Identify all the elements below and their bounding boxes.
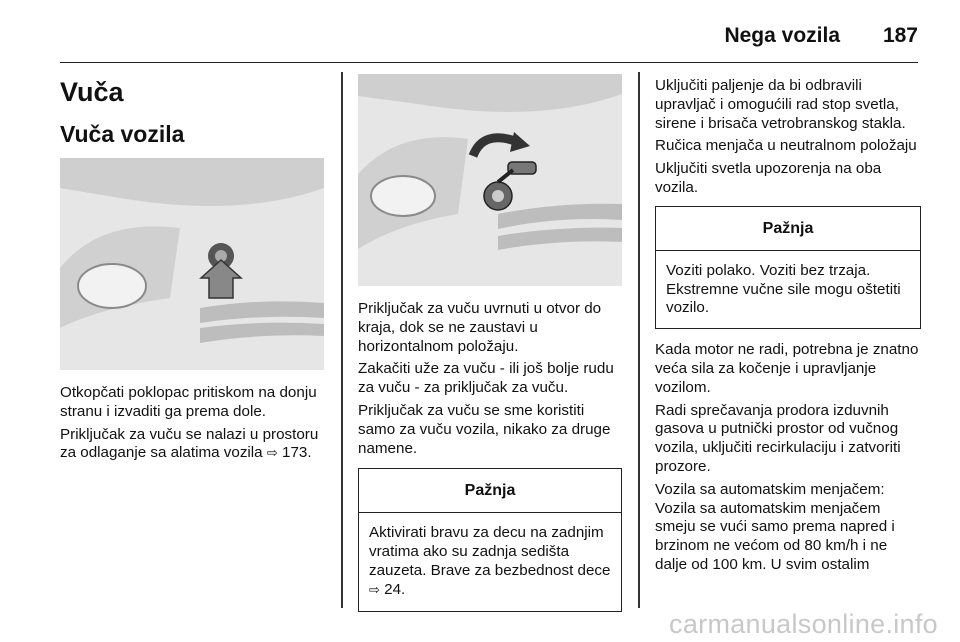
paragraph [60, 426, 324, 465]
paragraph: Otkopčati poklopac pritiskom na donju stranu i izvaditi ga prema dole. [60, 384, 317, 420]
paragraph: Zakačiti uže za vuču - ili još bolje rudu za vuču - za priključak za vuču. [358, 360, 614, 397]
page-reference-arrow-icon: ⇨ [369, 582, 380, 598]
page-reference-arrow-icon: ⇨ [266, 446, 278, 462]
tow-eye-illustration [358, 74, 622, 286]
page-reference: 24. [384, 580, 406, 598]
paragraph: Uključiti paljenje da bi odbravili upravljač i omogućili rad stop svetla, sirene i brisača vetrobranskog stakla. [655, 77, 906, 132]
warning-box [358, 468, 622, 611]
watermark: carmanualsonline.info [669, 609, 938, 639]
paragraph: Priključak za vuču se sme koristiti samo za vuču vozila, nikako za druge namene. [358, 401, 611, 457]
paragraph-text: Priključak za vuču se nalazi u prostoru za odlaganje sa alatima vozila [60, 425, 319, 462]
column-1 [60, 72, 324, 468]
paragraph: Priključak za vuču uvrnuti u otvor do kraja, dok se ne zaustavi u horizontalnom položaju. [358, 300, 602, 355]
column-divider [638, 72, 640, 608]
column-3 [655, 72, 921, 579]
warning-body: Aktivirati bravu za decu na zadnjim vratima ako su zadnja sedišta zauzeta. Brave za bezbednost dece [369, 524, 611, 579]
page-header [60, 10, 918, 63]
page-reference: 173. [282, 444, 312, 462]
column-divider [341, 72, 343, 608]
paragraph: Vozila sa automatskim menjačem: Vozila sa automatskim menjačem smeju se vući samo prema napred i brzinom ne većom od 80 km/h i ne dalje od 100 km. U svim ostalim [655, 480, 895, 573]
subsection-heading: Vuča vozila [60, 121, 185, 147]
header-title: Nega vozila [724, 24, 840, 47]
warning-title: Pažnja [359, 469, 621, 513]
paragraph: Kada motor ne radi, potrebna je znatno veća sila za kočenje i upravljanje vozilom. [655, 341, 919, 396]
tow-eye-drawing [358, 74, 622, 286]
warning-text: Voziti polako. Voziti bez trzaja. Ekstremne vučne sile mogu oštetiti vozilo. [666, 261, 901, 317]
page-number: 187 [882, 24, 918, 47]
warning-text [359, 513, 621, 610]
bumper-cover-drawing [60, 158, 324, 370]
section-heading: Vuča [60, 77, 124, 107]
warning-title: Pažnja [656, 207, 920, 251]
paragraph: Radi sprečavanja prodora izduvnih gasova u putnički prostor od vučnog vozila, uključiti recirkulaciju i zatvoriti prozore. [655, 401, 901, 475]
paragraph: Ručica menjača u neutralnom položaju [655, 137, 917, 155]
tow-cover-illustration [60, 158, 324, 370]
paragraph: Uključiti svetla upozorenja na oba vozila. [655, 160, 882, 196]
column-2 [358, 74, 622, 612]
warning-box [655, 206, 921, 329]
